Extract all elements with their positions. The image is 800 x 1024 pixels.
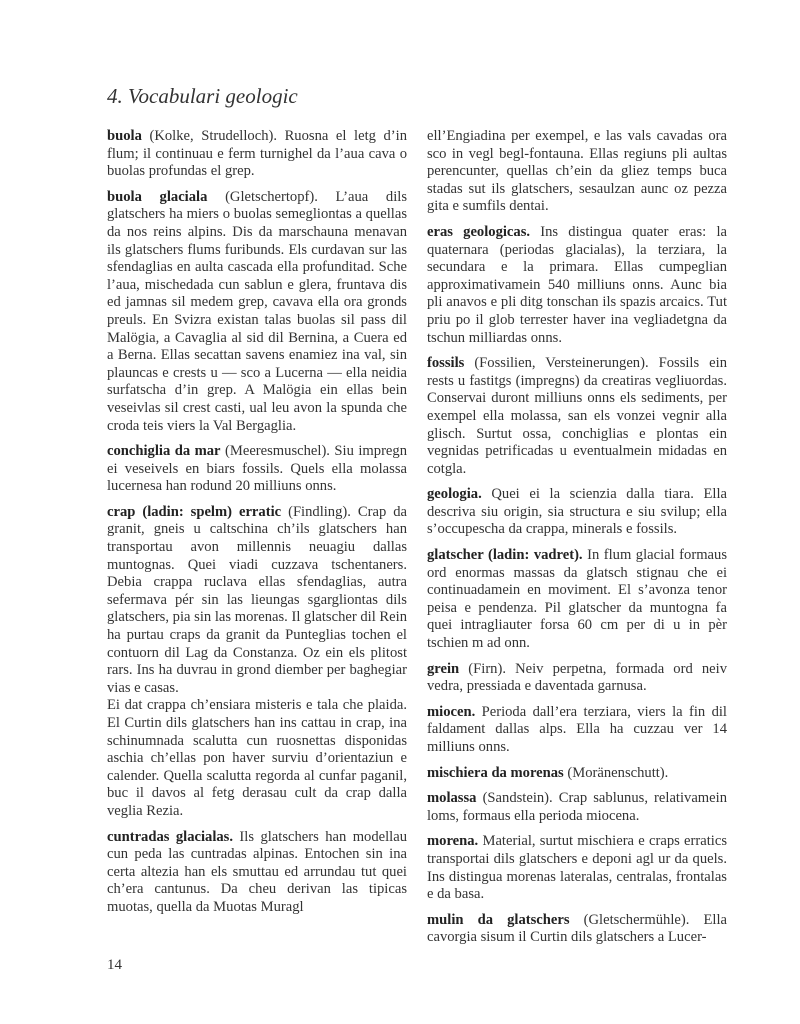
glossary-entry-conchiglia-da-mar: [107, 443, 407, 496]
glossary-definition: In flum glacial formaus ord enormas massas da glatsch stignau che ei continuadamein en moviment. El s’avonza tenor peisa e pendenza. Pil glatscher da muntogna fa quei intragliauter forsa 60 cm per di u in pèr tschien m ad onn.: [427, 547, 727, 652]
glossary-entry-mulin-da-glatschers: [427, 912, 727, 947]
glossary-entry-glatscher: [427, 547, 727, 653]
glossary-definition: Quei ei la scienzia dalla tiara. Ella descriva siu origin, sia structura e siu svilup; ella s’occupescha da crappa, minerals e fossils.: [427, 486, 727, 538]
glossary-entry-eras-geologicas: [427, 224, 727, 347]
section-heading: 4. Vocabulari geologic: [107, 84, 298, 108]
page-number: 14: [107, 957, 122, 973]
glossary-term: mulin da glatschers: [427, 911, 570, 928]
right-column: [427, 128, 727, 955]
glossary-term: buola: [107, 128, 142, 144]
glossary-definition: (Meeresmuschel). Siu impregn ei veseivels en biars fossils. Quels ella molassa lucernesa han rodund 20 milliuns onns.: [107, 443, 407, 495]
glossary-term: fossils: [427, 355, 465, 372]
glossary-entry-mischiera-da-morenas: [427, 765, 727, 783]
glossary-term: eras geologicas.: [427, 223, 531, 240]
continued-text: ell’Engiadina per exempel, e las vals cavadas ora sco in vegl begl-fontauna. Ellas regiuns pli aultas perencunter, quellas ch’ein da gliez temps buca stadas sut ils glatschers, sesaulzan aunc oz pezza gita e sumfils dentai.: [427, 128, 727, 215]
left-column: [107, 128, 407, 925]
glossary-entry-fossils: [427, 355, 727, 478]
glossary-term: glatscher (ladin: vadret).: [427, 547, 583, 564]
glossary-definition: (Firn). Neiv perpetna, formada ord neiv vedra, pressiada e daventada garnusa.: [427, 660, 727, 695]
glossary-term: morena.: [427, 833, 479, 850]
glossary-definition: Material, surtut mischiera e craps erratics transportai dils glatschers e deponi agl ur da quels. Ins distingua morenas lateralas, centralas, frontalas e da basa.: [427, 833, 727, 903]
glossary-term: conchiglia da mar: [107, 443, 221, 460]
glossary-term: grein: [427, 660, 460, 677]
glossary-entry-buola-glaciala: [107, 189, 407, 435]
glossary-entry-geologia: [427, 486, 727, 539]
glossary-entry-crap-erratic: [107, 504, 407, 698]
glossary-definition: Ins distingua quater eras: la quaternara (periodas glacialas), la terziara, la secundara e la primara. Ellas cumpeglian approximativamein 540 milliuns onns. Aunc bia pli anavos e pli ditg tonschan ils spazis arcaics. Tut priu po il glob terrester haver ina vegliadetgna da tschun milliardas onns.: [427, 223, 727, 346]
glossary-entry-buola: [107, 128, 407, 181]
glossary-definition: (Sandstein). Crap sablunus, relativamein loms, formaus ella perioda miocena.: [427, 790, 727, 824]
glossary-definition: (Kolke, Strudelloch). Ruosna el letg d’in flum; il continuau e ferm turnighel da l’aua cava o buolas profundas el grep.: [107, 128, 407, 180]
glossary-definition: (Gletschertopf). L’aua dils glatschers ha miers o buolas semegliontas a quellas da nos reins alpins. Dis da marschauna menavan ils glatschers flums furibunds. Els curdavan sur las sfendaglias en aulta cascada ella profunditad. Sche l’aua, mischedada cun sablun e glera, fruntava dis ed jamnas sil medem grep, cavava ella ora gronds preuls. En Svizra existan talas buolas sil pass dil Malögia, a Cavaglia al sid dil Bernina, a Cuera ed a Berna. Ellas secattan savens enamiez ina val, sin plauncas e crests u — sco a Lucerna — ella neidia surfatscha d’in grep. A Malögia ein ellas bein veseivlas sil crest casti, ual leu avon la spunda che croda teis viers la Val Bergaglia.: [107, 188, 407, 434]
glossary-definition: Perioda dall’era terziara, viers la fin dil faldament dallas alps. Ella ha cuzzau ver 14 milliuns onns.: [427, 703, 727, 755]
glossary-definition: (Gletschermühle). Ella cavorgia sisum il Curtin dils glatschers a Lucer-: [427, 911, 727, 946]
glossary-term: buola glaciala: [107, 188, 208, 205]
glossary-term: cuntradas glacialas.: [107, 828, 234, 845]
glossary-entry-morena: [427, 833, 727, 903]
glossary-definition: (Moränenschutt).: [563, 764, 669, 781]
glossary-term: crap (ladin: spelm) erratic: [107, 503, 282, 520]
glossary-entry-miocen: [427, 704, 727, 757]
glossary-definition: Ils glatschers han modellau cun peda las cuntradas alpinas. Entochen sin ina certa altezia han els smuttau ed arrundau tut quei ch’era cantunus. Da cheu derivan las tipicas muotas, quella da Muotas Muragl: [107, 828, 407, 915]
glossary-entry-molassa: [427, 790, 727, 825]
glossary-term: geologia.: [427, 486, 482, 503]
glossary-definition: (Findling). Crap da granit, gneis u caltschina ch’ils glatschers han transportau avon millennis neuagiu dallas muntognas. Quei viadi cuzzava tschentaners. Debia crappa ruclava ellas sfendaglias, autra sefermava pér sin las lieungas sgargliontas dils glatschers, pia sin las morenas. Il glatscher dil Rein ha purtau craps da granit da Punteglias tochen el contuorn dil Lag da Constanza. Oz ein els plitost rars. Ins ha duvrau in grond diember per baghegiar vias e casas.: [107, 503, 407, 696]
glossary-entry-grein: [427, 661, 727, 696]
glossary-term: miocen.: [427, 703, 476, 720]
glossary-entry-crap-erratic-continuation: Ei dat crappa ch’ensiara misteris e tala che plaida. El Curtin dils glatschers han ins cattau in crap, ina schinumnada scalutta cun ruosnettas disponidas aschia ch’ellas pon haver surviu d’orientaziun e calender. Quella scalutta regorda al cunfar paganil, buc il davos al fetg derasau cult da crap dalla veglia Rezia.: [107, 697, 407, 819]
glossary-term: molassa: [427, 790, 477, 807]
glossary-entry-cuntradas-glacialas: [107, 829, 407, 917]
glossary-definition: (Fossilien, Versteinerungen). Fossils ein rests u fastitgs (impregns) da creatiras vegliuordas. Conservai duront milliuns onns els sediments, per exempel ella molassa, san els vonzei vegnir alla glisch. Surtut ossa, conchiglias e plontas ein vegnidas petrificadas u eventualmein midadas en cotgla.: [427, 355, 727, 477]
glossary-term: mischiera da morenas: [427, 764, 564, 781]
